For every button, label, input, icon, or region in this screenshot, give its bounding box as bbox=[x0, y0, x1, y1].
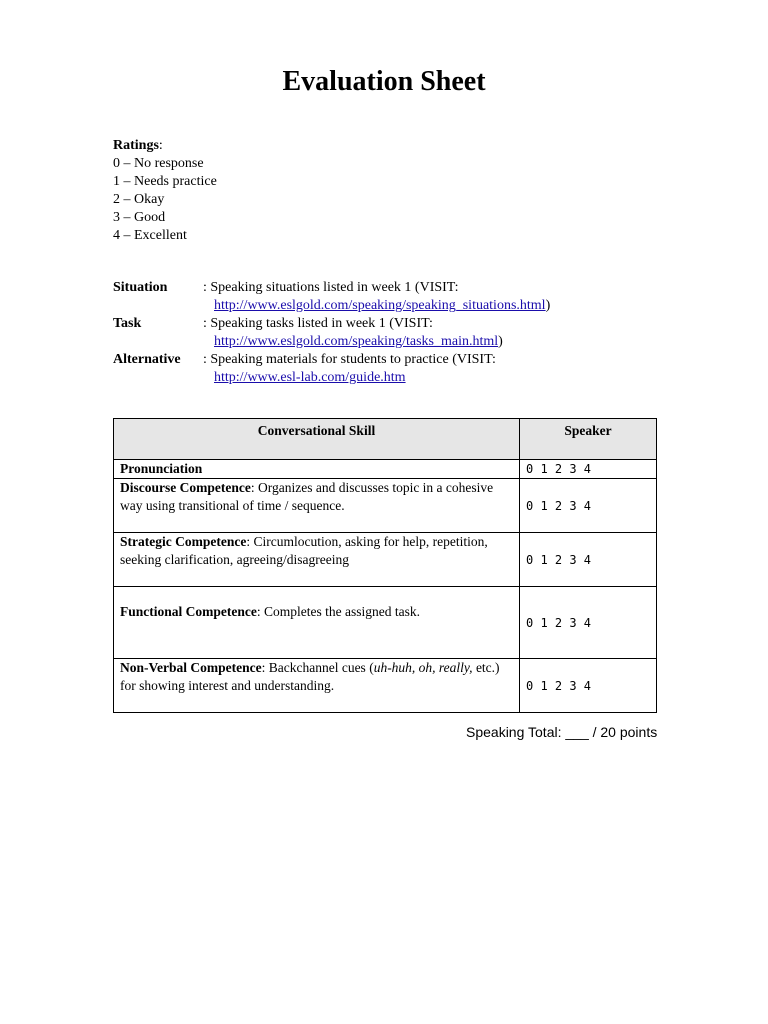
reference-text: : Speaking situations listed in week 1 (VISIT: bbox=[203, 280, 459, 295]
skill-cell: Strategic Competence: Circumlocution, asking for help, repetition, seeking clarification, agreeing/disagreeing bbox=[114, 533, 520, 587]
skill-cell: Functional Competence: Completes the assigned task. bbox=[114, 587, 520, 659]
score-scale: 0 1 2 3 4 bbox=[520, 533, 657, 587]
rating-item: 4 – Excellent bbox=[113, 228, 187, 243]
ratings-heading: Ratings: bbox=[113, 138, 163, 153]
score-scale: 0 1 2 3 4 bbox=[520, 659, 657, 713]
task-link[interactable]: http://www.eslgold.com/speaking/tasks_main.html bbox=[214, 334, 499, 349]
skill-cell: Pronunciation bbox=[114, 460, 520, 479]
rating-item: 3 – Good bbox=[113, 210, 166, 225]
table-row bbox=[114, 479, 657, 533]
score-scale: 0 1 2 3 4 bbox=[520, 460, 657, 479]
ratings-section bbox=[113, 137, 217, 245]
reference-text: : Speaking tasks listed in week 1 (VISIT: bbox=[203, 316, 433, 331]
reference-label: Situation bbox=[113, 280, 168, 295]
table-row bbox=[114, 587, 657, 659]
table-row bbox=[114, 460, 657, 479]
speaking-total: Speaking Total: ___ / 20 points bbox=[466, 724, 658, 740]
table-row bbox=[114, 533, 657, 587]
table-header-row bbox=[114, 419, 657, 460]
alternative-link[interactable]: http://www.esl-lab.com/guide.htm bbox=[214, 370, 406, 385]
header-skill: Conversational Skill bbox=[114, 419, 520, 460]
reference-label: Alternative bbox=[113, 352, 181, 367]
score-scale: 0 1 2 3 4 bbox=[520, 479, 657, 533]
rating-item: 0 – No response bbox=[113, 156, 204, 171]
reference-text: : Speaking materials for students to practice (VISIT: bbox=[203, 352, 496, 367]
rating-item: 2 – Okay bbox=[113, 192, 165, 207]
table-row bbox=[114, 659, 657, 713]
skill-cell: Non-Verbal Competence: Backchannel cues (uh-huh, oh, really, etc.) for showing interest and understanding. bbox=[114, 659, 520, 713]
skill-cell: Discourse Competence: Organizes and discusses topic in a cohesive way using transitional of time / sequence. bbox=[114, 479, 520, 533]
situation-link[interactable]: http://www.eslgold.com/speaking/speaking_situations.html bbox=[214, 298, 546, 313]
rating-item: 1 – Needs practice bbox=[113, 174, 217, 189]
score-scale: 0 1 2 3 4 bbox=[520, 587, 657, 659]
skills-table bbox=[113, 418, 657, 713]
page-title: Evaluation Sheet bbox=[282, 66, 486, 97]
reference-label: Task bbox=[113, 316, 142, 331]
header-speaker: Speaker bbox=[520, 419, 657, 460]
